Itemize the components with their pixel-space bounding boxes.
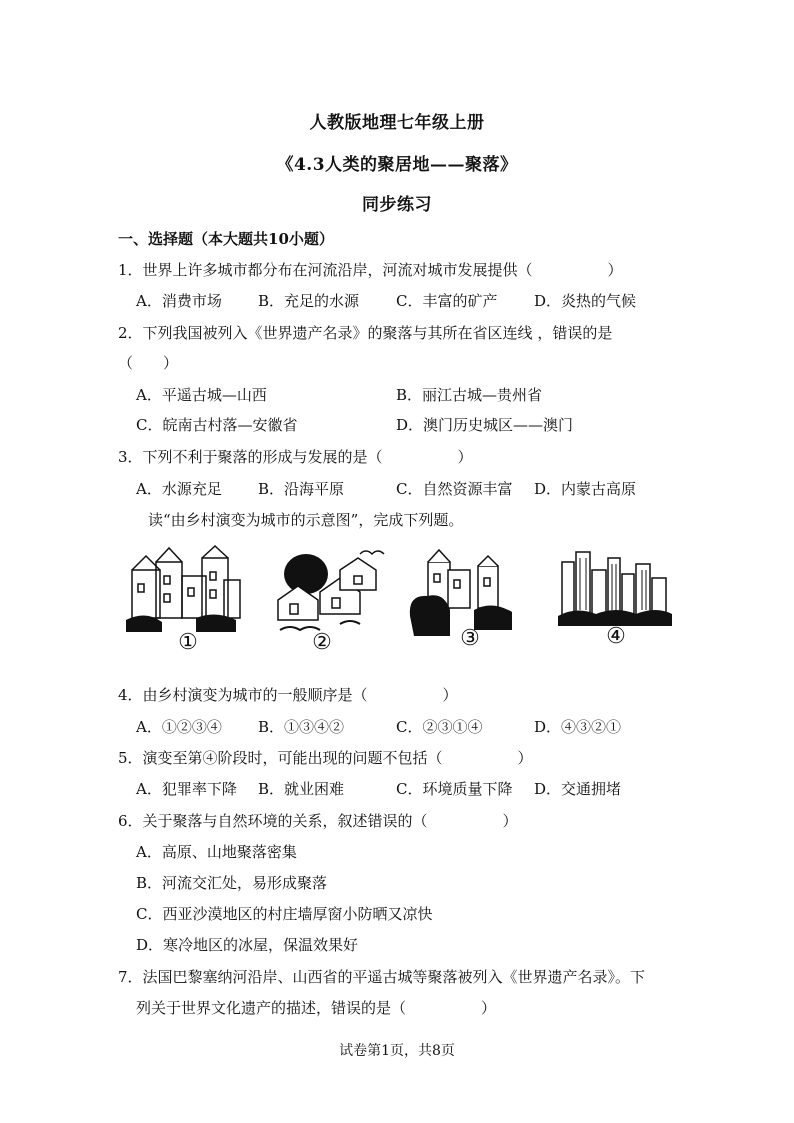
q2-option-c: C．皖南古村落—安徽省 xyxy=(136,416,298,434)
q1-option-c: C．丰富的矿产 xyxy=(396,292,498,310)
q5-option-d: D．交通拥堵 xyxy=(534,780,622,798)
q5-option-a: A．犯罪率下降 xyxy=(136,780,237,798)
q2-option-b: B．丽江古城—贵州省 xyxy=(396,386,543,404)
figure-label-2: ② xyxy=(312,630,332,655)
figure-label-4: ④ xyxy=(606,624,626,649)
figure-intro: 读“由乡村演变为城市的示意图”，完成下列题。 xyxy=(148,511,464,529)
q3-option-b: B．沿海平原 xyxy=(258,480,345,498)
figure-label-3: ③ xyxy=(460,626,480,651)
q1-option-d: D．炎热的气候 xyxy=(534,292,637,310)
q4-option-b: B．①③④② xyxy=(258,718,345,736)
q2-option-a: A．平遥古城—山西 xyxy=(136,386,267,404)
q4-option-c: C．②③①④ xyxy=(396,718,483,736)
q6-option-c: C．西亚沙漠地区的村庄墙厚窗小防晒又凉快 xyxy=(136,905,433,923)
q3-option-d: D．内蒙古高原 xyxy=(534,480,637,498)
exercise-title: 同步练习 xyxy=(362,195,432,215)
q3-option-a: A．水源充足 xyxy=(136,480,222,498)
question-6-stem: 6．关于聚落与自然环境的关系，叙述错误的（ ） xyxy=(118,812,518,830)
question-2-stem: 2．下列我国被列入《世界遗产名录》的聚落与其所在省区连线 ，错误的是 xyxy=(118,324,613,342)
question-4-stem: 4．由乡村演变为城市的一般顺序是（ ） xyxy=(118,686,458,704)
lesson-title: 《4.3人类的聚居地——聚落》 xyxy=(276,155,518,175)
q3-option-c: C．自然资源丰富 xyxy=(396,480,513,498)
q1-option-a: A．消费市场 xyxy=(136,292,222,310)
q5-option-c: C．环境质量下降 xyxy=(396,780,513,798)
question-2-stem-cont: （ ） xyxy=(118,354,179,372)
q1-option-b: B．充足的水源 xyxy=(258,292,360,310)
q6-option-b: B．河流交汇处，易形成聚落 xyxy=(136,874,328,892)
question-3-stem: 3．下列不利于聚落的形成与发展的是（ ） xyxy=(118,448,473,466)
question-1-stem: 1．世界上许多城市都分布在河流沿岸，河流对城市发展提供（ ） xyxy=(118,261,623,279)
q4-option-d: D．④③②① xyxy=(534,718,622,736)
q2-option-d: D．澳门历史城区——澳门 xyxy=(396,416,574,434)
question-7-stem: 7．法国巴黎塞纳河沿岸、山西省的平遥古城等聚落被列入《世界遗产名录》。下 xyxy=(118,968,646,986)
question-5-stem: 5．演变至第④阶段时，可能出现的问题不包括（ ） xyxy=(118,749,533,767)
document-title: 人教版地理七年级上册 xyxy=(309,113,485,133)
question-7-stem-cont: 列关于世界文化遗产的描述，错误的是（ ） xyxy=(136,999,497,1017)
q6-option-a: A．高原、山地聚落密集 xyxy=(136,843,297,861)
q6-option-d: D．寒冷地区的冰屋，保温效果好 xyxy=(136,936,359,954)
page-footer: 试卷第1页，共8页 xyxy=(339,1043,455,1059)
q5-option-b: B．就业困难 xyxy=(258,780,345,798)
q4-option-a: A．①②③④ xyxy=(136,718,222,736)
figure-label-1: ① xyxy=(178,630,198,655)
section-heading: 一、选择题（本大题共10小题） xyxy=(118,230,334,248)
